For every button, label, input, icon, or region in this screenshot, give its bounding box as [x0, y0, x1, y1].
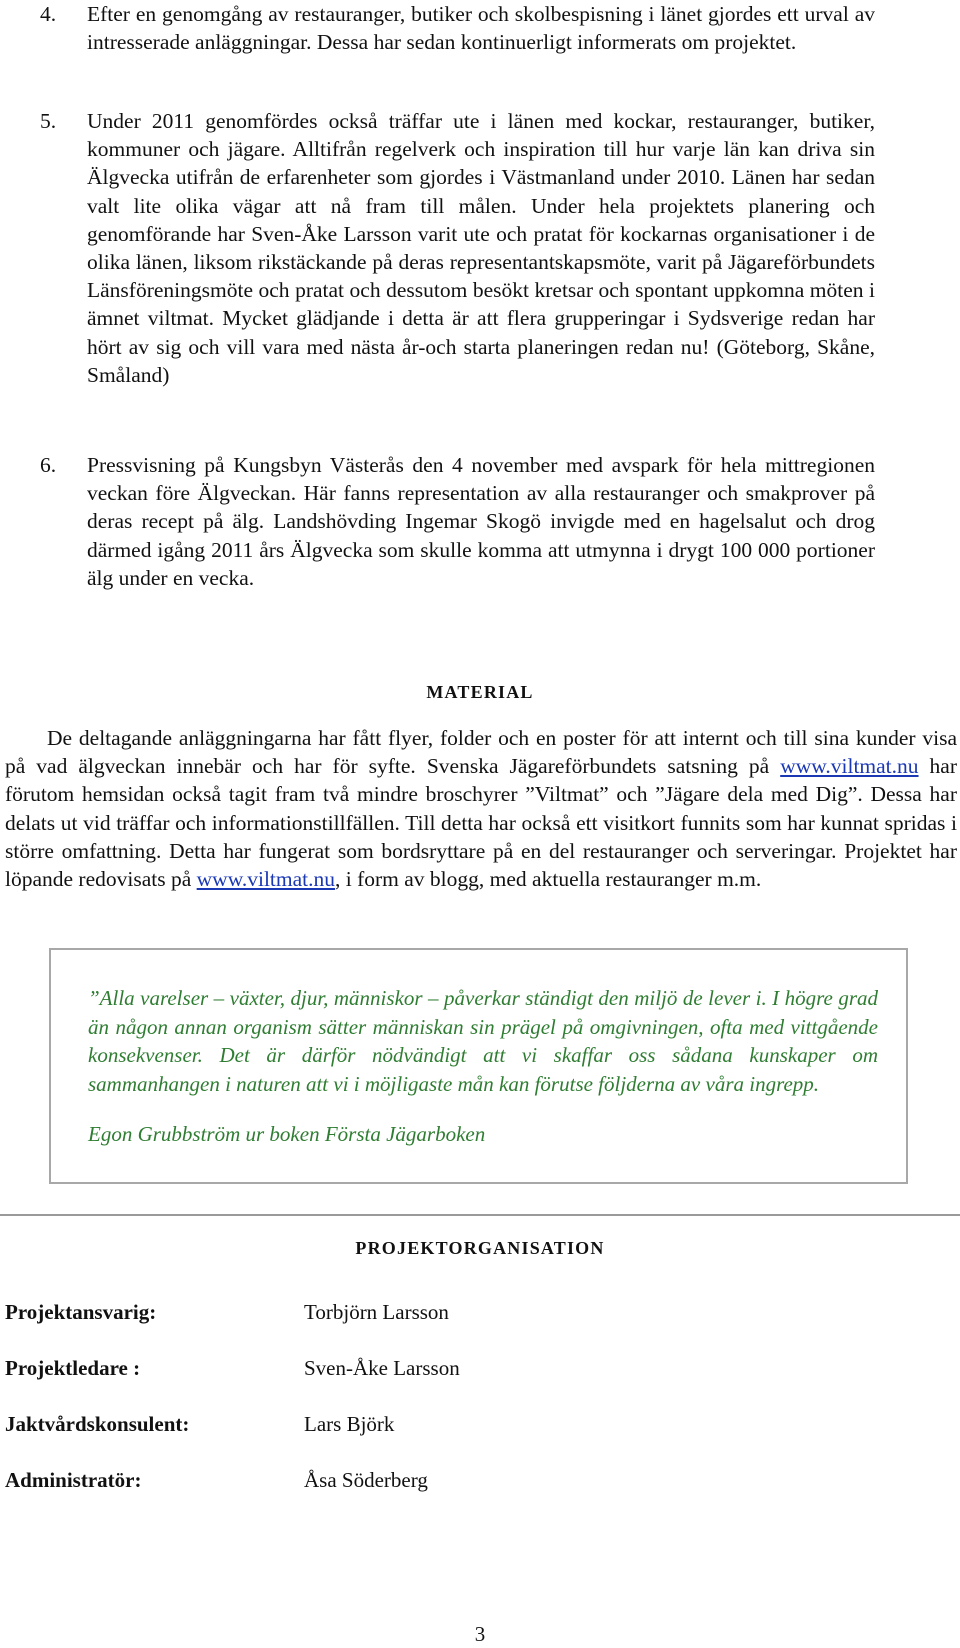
- section-divider: [0, 1214, 960, 1216]
- organisation-role: Projektledare :: [5, 1356, 141, 1380]
- material-text-part: De deltagande anläggningarna har fått flyer, folder och en poster för att internt och till sina kunder visa på vad älgveckan innebär och har för syfte. Svenska Jägareförbundets satsning på: [5, 726, 957, 779]
- organisation-heading: PROJEKTORGANISATION: [355, 1238, 605, 1258]
- viltmat-link[interactable]: www.viltmat.nu: [780, 754, 919, 779]
- list-item-number: 6.: [40, 453, 57, 477]
- material-text-part: har förutom hemsidan också tagit fram två mindre broschyrer ”Viltmat” och ”Jägare dela med Dig”. Dessa har delats ut vid träffar och informationstillfällen. Till detta har också ett visitkort funnits som har kunnat spridas i större omfattning. Detta har fungerat som bordsryttare på en del restauranger och serveringar. Projektet har löpande redovisats på: [5, 754, 958, 892]
- quote-box: [49, 948, 908, 1184]
- list-item-text: Efter en genomgång av restauranger, butiker och skolbespisning i länet gjordes ett urval av intresserade anläggningar. Dessa har sedan kontinuerligt informerats om projektet.: [87, 2, 875, 55]
- organisation-row: [5, 1410, 905, 1440]
- organisation-person: Sven-Åke Larsson: [304, 1356, 460, 1380]
- list-item: [40, 0, 875, 56]
- quote-author: Egon Grubbström ur boken Första Jägarboken: [88, 1122, 486, 1146]
- list-item: [40, 107, 875, 389]
- page-number: 3: [474, 1622, 486, 1646]
- organisation-row: [5, 1466, 905, 1496]
- list-item-number: 4.: [40, 2, 57, 26]
- organisation-role: Projektansvarig:: [5, 1300, 157, 1324]
- organisation-person: Lars Björk: [304, 1412, 395, 1436]
- organisation-role: Administratör:: [5, 1468, 142, 1492]
- list-item-text: Pressvisning på Kungsbyn Västerås den 4 november med avspark för hela mittregionen veckan före Älgveckan. Här fanns representation av alla restauranger och smakprover på deras recept på älg. Landshövding Ingemar Skogö invigde med en hagelsalut och drog därmed igång 2011 års Älgvecka som skulle komma att utmynna i drygt 100 000 portioner älg under en vecka.: [87, 453, 875, 590]
- organisation-person: Torbjörn Larsson: [304, 1300, 449, 1324]
- organisation-row: [5, 1298, 905, 1328]
- organisation-role: Jaktvårdskonsulent:: [5, 1412, 190, 1436]
- viltmat-link[interactable]: www.viltmat.nu: [196, 867, 335, 892]
- list-item-text: Under 2011 genomfördes också träffar ute i länen med kockar, restauranger, butiker, kommuner och jägare. Alltifrån regelverk och inspiration till hur varje län kan driva sin Älgvecka utifrån de erfarenheter som gjordes i Västmanland under 2010. Länen har sedan valt lite olika vägar att nå fram till målen. Under hela projektets planering och genomförande har Sven-Åke Larsson varit ute och pratat för kockarnas organisationer i de olika länen, liksom rikstäckande på deras representantskapsmöte, varit på Jägareförbundets Länsföreningsmöte och pratat och dessutom besökt kretsar och spontant uppkomna möten i ämnet viltmat. Mycket glädjande i detta är att flera grupperingar i Sydsverige redan har hört av sig och vill vara med nästa år-och starta planeringen redan nu! (Göteborg, Skåne, Småland): [87, 109, 875, 387]
- list-item-number: 5.: [40, 109, 57, 133]
- list-item: [40, 451, 875, 592]
- organisation-row: [5, 1354, 905, 1384]
- material-paragraph: [5, 724, 957, 893]
- material-text-part: , i form av blogg, med aktuella restauranger m.m.: [335, 867, 762, 892]
- quote-text: ”Alla varelser – växter, djur, människor – påverkar ständigt den miljö de lever i. I högre grad än någon annan organism sätter människan sin prägel på omgivningen, ofta med vittgående konsekvenser. Det är därför nödvändigt att vi skaffar oss sådana kunskaper om sammanhangen i naturen att vi i möjligaste mån kan förutse följderna av våra ingrepp.: [88, 986, 878, 1096]
- organisation-person: Åsa Söderberg: [304, 1468, 428, 1492]
- material-heading: MATERIAL: [426, 682, 534, 702]
